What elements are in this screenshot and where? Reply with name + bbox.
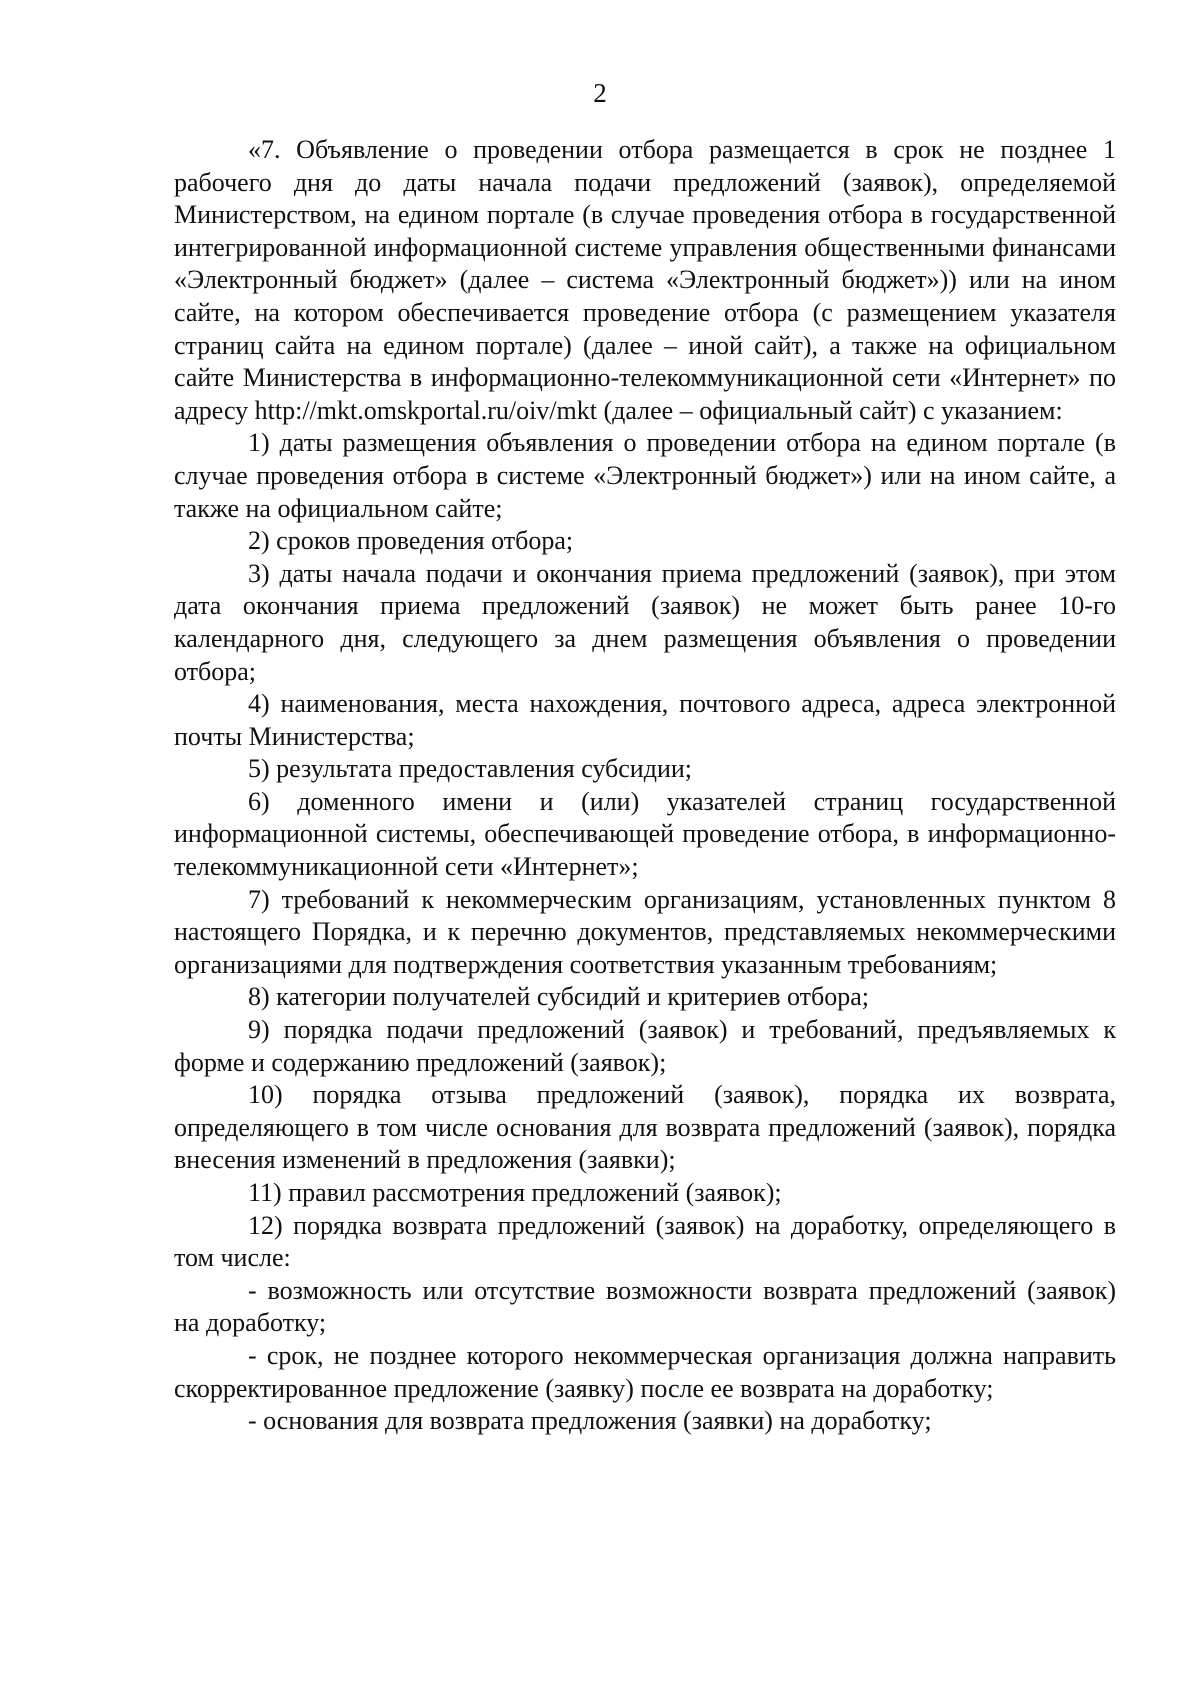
page-number: 2 [593, 78, 607, 108]
list-item-12: 12) порядка возврата предложений (заявок) на доработку, определяющего в том числе: [174, 1210, 1116, 1273]
list-item-11: 11) правил рассмотрения предложений (заявок); [248, 1178, 782, 1207]
list-item-10: 10) порядка отзыва предложений (заявок), порядка их возврата, определяющего в том числе основания для возврата предложений (заявок), порядка внесения изменений в предложения (заявки); [174, 1080, 1116, 1175]
list-item-9: 9) порядка подачи предложений (заявок) и требований, предъявляемых к форме и содержанию предложений (заявок); [174, 1015, 1116, 1077]
list-item-4: 4) наименования, места нахождения, почтового адреса, адреса электронной почты Министерства; [174, 689, 1116, 751]
list-item-7: 7) требований к некоммерческим организациям, установленных пунктом 8 настоящего Порядка, и к перечню документов, представляемых некоммерческими организациями для подтверждения соответствия указанным требованиям; [174, 884, 1116, 979]
sub-item-dash-2: - срок, не позднее которого некоммерческая организация должна направить скорректированное предложение (заявку) после ее возврата на доработку; [174, 1340, 1116, 1403]
list-item-3: 3) даты начала подачи и окончания приема предложений (заявок), при этом дата окончания приема предложений (заявок) не может быть ранее 10-го календарного дня, следующего за днем размещения объявления о проведении отбора; [174, 558, 1116, 686]
list-item-8: 8) категории получателей субсидий и критериев отбора; [248, 982, 870, 1012]
sub-item-dash-3: - основания для возврата предложения (заявки) на доработку; [248, 1406, 932, 1436]
document-body [174, 134, 1116, 1438]
list-item-5: 5) результата предоставления субсидии; [248, 754, 693, 784]
list-item-6: 6) доменного имени и (или) указателей страниц государственной информационной системы, обеспечивающей проведение отбора, в информационно-телекоммуникационной сети «Интернет»; [174, 786, 1116, 882]
list-item-2: 2) сроков проведения отбора; [248, 526, 574, 556]
sub-item-dash-1: - возможность или отсутствие возможности возврата предложений (заявок) на доработку; [174, 1275, 1116, 1338]
list-item-1: 1) даты размещения объявления о проведении отбора на едином портале (в случае проведения отбора в системе «Электронный бюджет») или на ином сайте, а также на официальном сайте; [174, 428, 1116, 523]
paragraph-item-7: «7. Объявление о проведении отбора размещается в срок не позднее 1 рабочего дня до даты начала подачи предложений (заявок), определяемой Министерством, на едином портале (в случае проведения отбора в государственной интегрированной информационной системе управления общественными финансами «Электронный бюджет» (далее – система «Электронный бюджет»)) или на ином сайте, на котором обеспечивается проведение отбора (с размещением указателя страниц сайта на едином портале) (далее – иной сайт), а также на официальном сайте Министерства в информационно-телекоммуникационной сети «Интернет» по адресу http://mkt.omskportal.ru/oiv/mkt (далее – официальный сайт) с указанием: [174, 135, 1116, 425]
